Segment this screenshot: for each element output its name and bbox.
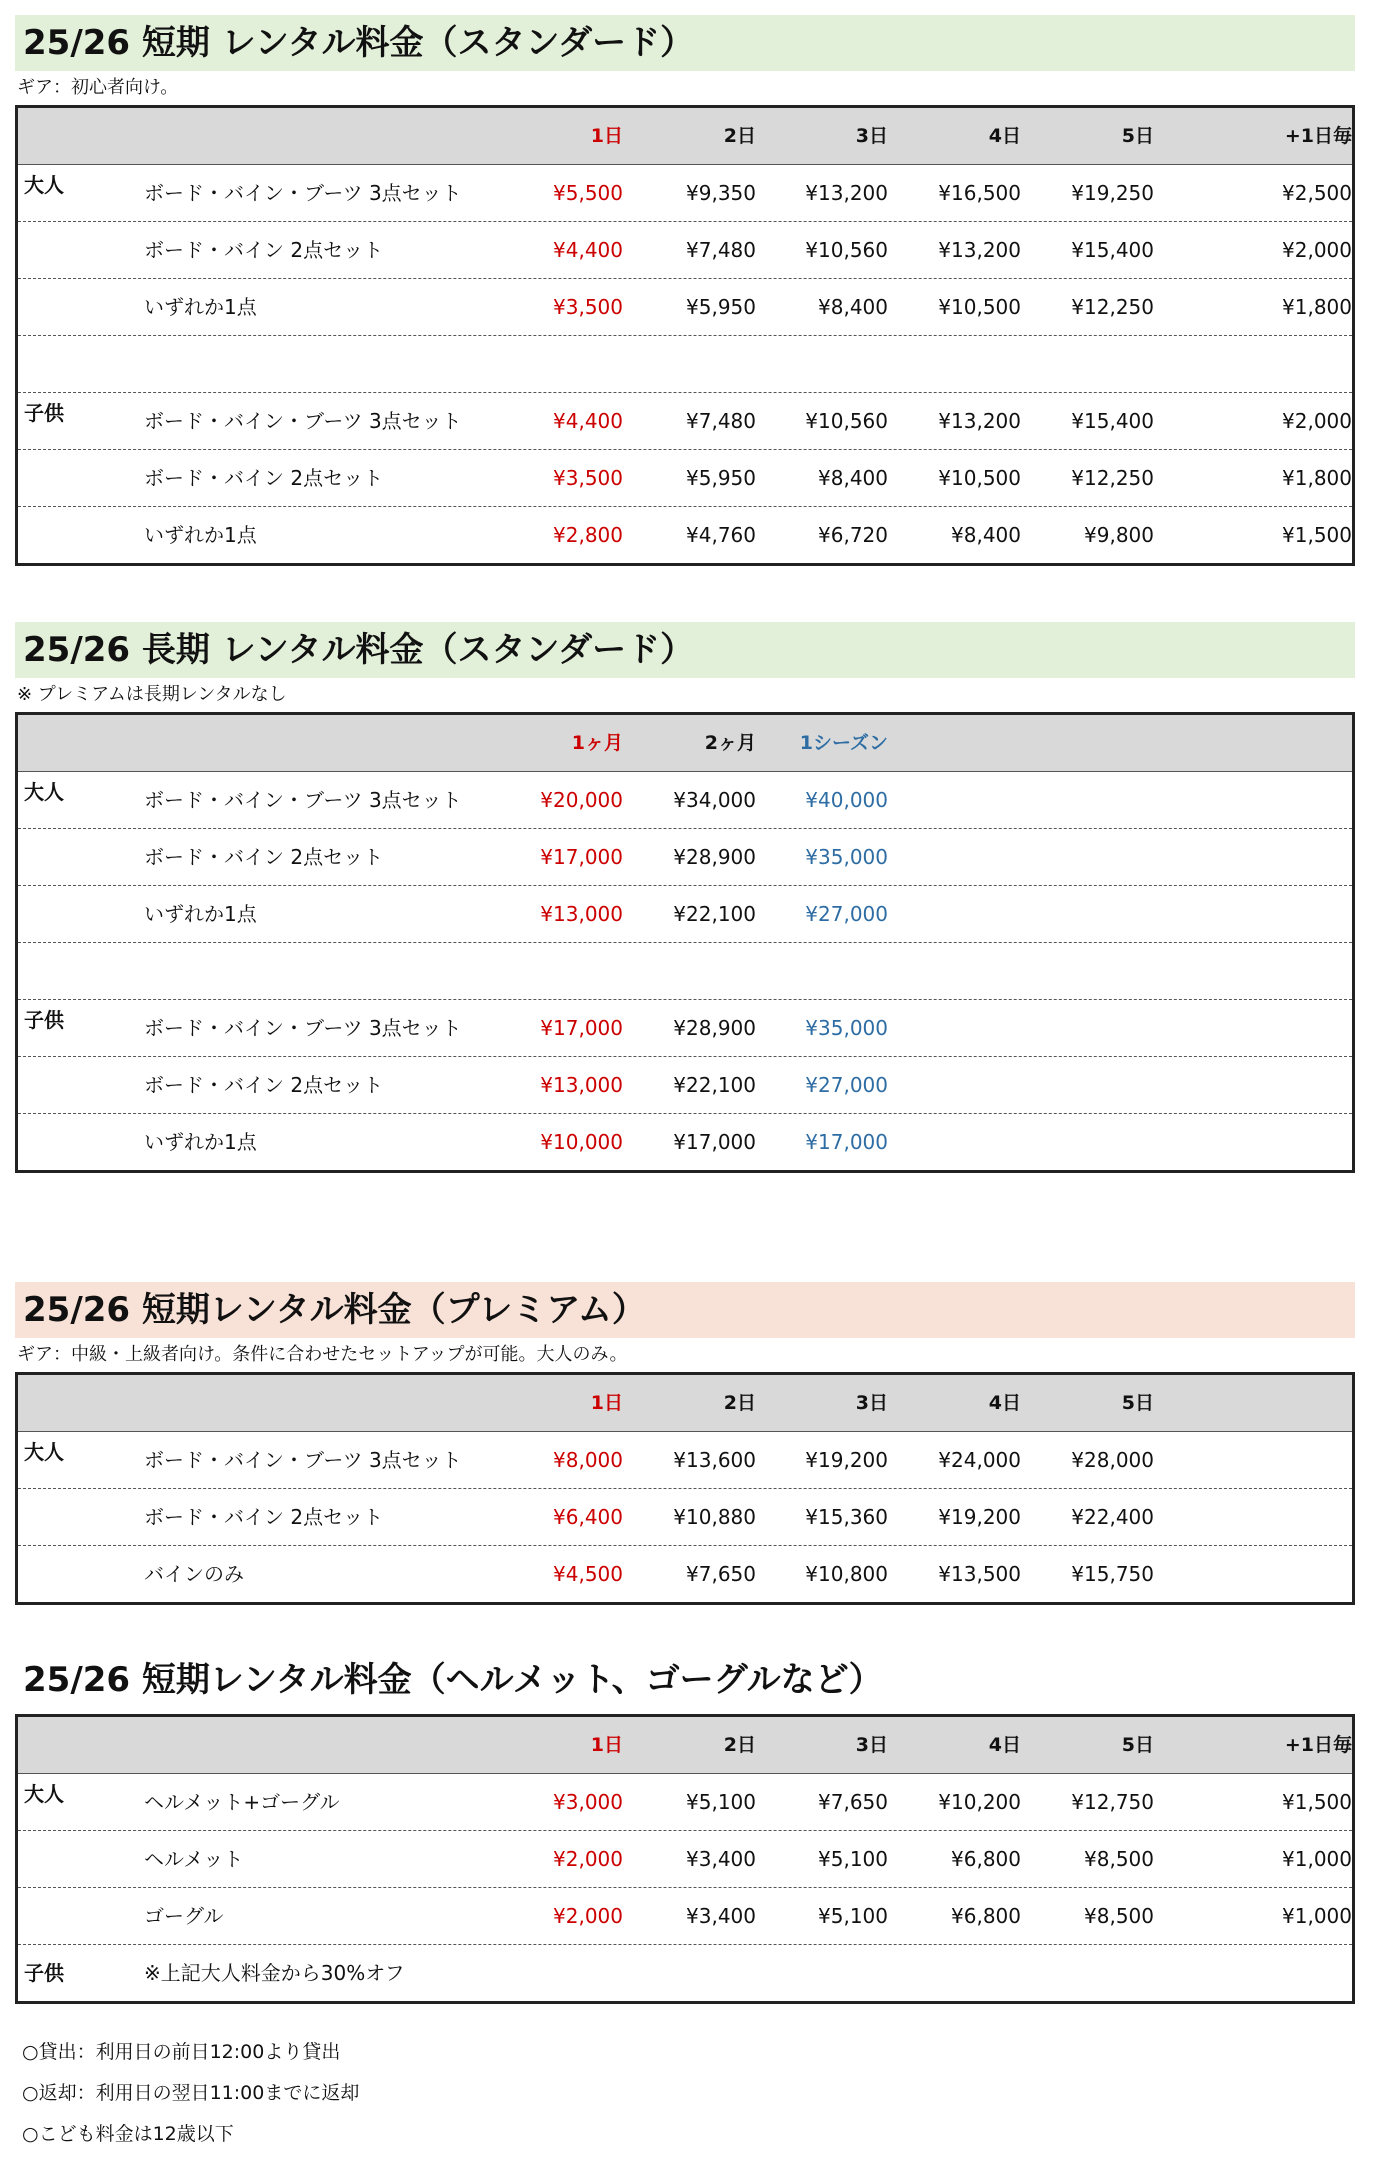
category-label: 子供 xyxy=(24,1961,64,1985)
price-cell: ¥10,800 xyxy=(805,1562,888,1586)
table-row xyxy=(18,828,1352,885)
col-header: 1シーズン xyxy=(799,732,888,754)
col-header: 4日 xyxy=(988,1392,1021,1414)
section-note: ギア：中級・上級者向け。条件に合わせたセットアップが可能。大人のみ。 xyxy=(17,1344,628,1365)
short-term-premium-section xyxy=(15,1282,1355,1605)
section-note: ギア：初心者向け。 xyxy=(17,77,179,98)
price-cell: ¥5,500 xyxy=(553,181,623,205)
table-header-row xyxy=(18,1375,1352,1431)
item-label: いずれか1点 xyxy=(144,295,257,319)
price-cell: ¥1,000 xyxy=(1282,1847,1352,1871)
item-label: ヘルメット xyxy=(144,1847,244,1871)
col-header: +1日毎 xyxy=(1284,1734,1352,1756)
price-cell: ¥22,100 xyxy=(673,1073,756,1097)
table-row-empty xyxy=(18,942,1352,999)
price-cell: ¥13,000 xyxy=(540,1073,623,1097)
item-label: いずれか1点 xyxy=(144,1130,257,1154)
price-cell: ¥2,000 xyxy=(553,1904,623,1928)
section-title: 25/26 長期 レンタル料金（スタンダード） xyxy=(15,622,1355,678)
table-header-row xyxy=(18,108,1352,164)
price-cell: ¥10,500 xyxy=(938,295,1021,319)
price-cell: ¥8,000 xyxy=(553,1448,623,1472)
price-cell: ¥15,360 xyxy=(805,1505,888,1529)
col-header: +1日毎 xyxy=(1284,125,1352,147)
price-cell: ¥15,400 xyxy=(1071,409,1154,433)
category-label: 大人 xyxy=(24,780,64,804)
price-cell: ¥2,000 xyxy=(1282,409,1352,433)
item-label: ※上記大人料金から30%オフ xyxy=(144,1961,405,1985)
col-header: 3日 xyxy=(855,1392,888,1414)
footer-note: ○こども料金は12歳以下 xyxy=(22,2123,234,2145)
price-cell: ¥1,000 xyxy=(1282,1904,1352,1928)
price-cell: ¥10,880 xyxy=(673,1505,756,1529)
footer-notes xyxy=(22,2032,359,2155)
price-cell: ¥27,000 xyxy=(805,902,888,926)
price-cell: ¥4,760 xyxy=(686,523,756,547)
price-cell: ¥17,000 xyxy=(540,1016,623,1040)
price-cell: ¥5,950 xyxy=(686,295,756,319)
item-label: ボード・バイン 2点セット xyxy=(144,1073,384,1097)
price-cell: ¥3,400 xyxy=(686,1847,756,1871)
price-cell: ¥17,000 xyxy=(673,1130,756,1154)
price-cell: ¥1,500 xyxy=(1282,523,1352,547)
price-cell: ¥8,500 xyxy=(1084,1847,1154,1871)
col-header: 2日 xyxy=(723,1392,756,1414)
price-cell: ¥10,500 xyxy=(938,466,1021,490)
price-cell: ¥3,400 xyxy=(686,1904,756,1928)
col-header: 1日 xyxy=(590,1734,623,1756)
col-header: 5日 xyxy=(1121,125,1154,147)
col-header: 5日 xyxy=(1121,1734,1154,1756)
category-label: 大人 xyxy=(24,173,64,197)
table-row xyxy=(18,1488,1352,1545)
price-cell: ¥17,000 xyxy=(540,845,623,869)
category-label: 大人 xyxy=(24,1440,64,1464)
price-cell: ¥13,200 xyxy=(938,409,1021,433)
col-header: 2日 xyxy=(723,125,756,147)
item-label: ヘルメット+ゴーグル xyxy=(144,1790,340,1814)
price-cell: ¥12,250 xyxy=(1071,466,1154,490)
table-row xyxy=(18,1056,1352,1113)
table-row xyxy=(18,885,1352,942)
footer-note: ○返却：利用日の翌日11:00までに返却 xyxy=(22,2082,360,2104)
table-row xyxy=(18,1887,1352,1944)
price-cell: ¥10,560 xyxy=(805,238,888,262)
section-title: 25/26 短期レンタル料金（ヘルメット、ゴーグルなど） xyxy=(23,1660,883,1700)
short-term-helmet-section xyxy=(15,1652,1355,2004)
price-cell: ¥8,400 xyxy=(818,466,888,490)
price-cell: ¥12,750 xyxy=(1071,1790,1154,1814)
price-cell: ¥19,200 xyxy=(805,1448,888,1472)
price-cell: ¥34,000 xyxy=(673,788,756,812)
price-cell: ¥10,560 xyxy=(805,409,888,433)
section-title: 25/26 短期 レンタル料金（スタンダード） xyxy=(15,15,1355,71)
price-cell: ¥3,000 xyxy=(553,1790,623,1814)
table-row xyxy=(18,506,1352,563)
col-header: 1日 xyxy=(590,1392,623,1414)
category-label: 子供 xyxy=(24,1008,64,1032)
price-cell: ¥6,400 xyxy=(553,1505,623,1529)
price-cell: ¥15,400 xyxy=(1071,238,1154,262)
price-cell: ¥7,650 xyxy=(818,1790,888,1814)
price-cell: ¥10,200 xyxy=(938,1790,1021,1814)
table-row xyxy=(18,1830,1352,1887)
item-label: ボード・バイン・ブーツ 3点セット xyxy=(144,1016,462,1040)
price-cell: ¥4,400 xyxy=(553,409,623,433)
price-cell: ¥19,200 xyxy=(938,1505,1021,1529)
col-header: 3日 xyxy=(855,1734,888,1756)
col-header: 4日 xyxy=(988,125,1021,147)
price-cell: ¥20,000 xyxy=(540,788,623,812)
table-row xyxy=(18,221,1352,278)
table-row xyxy=(18,1113,1352,1170)
price-cell: ¥6,720 xyxy=(818,523,888,547)
price-cell: ¥6,800 xyxy=(951,1904,1021,1928)
price-table xyxy=(15,1372,1355,1605)
item-label: ボード・バイン 2点セット xyxy=(144,1505,384,1529)
item-label: ゴーグル xyxy=(144,1904,224,1928)
category-label: 子供 xyxy=(24,401,64,425)
price-cell: ¥16,500 xyxy=(938,181,1021,205)
price-cell: ¥6,800 xyxy=(951,1847,1021,1871)
price-cell: ¥35,000 xyxy=(805,845,888,869)
table-row xyxy=(18,392,1352,449)
price-cell: ¥13,000 xyxy=(540,902,623,926)
price-cell: ¥28,900 xyxy=(673,1016,756,1040)
item-label: ボード・バイン 2点セット xyxy=(144,466,384,490)
item-label: ボード・バイン 2点セット xyxy=(144,845,384,869)
col-header: 1ヶ月 xyxy=(571,732,623,754)
price-table xyxy=(15,1714,1355,2004)
price-cell: ¥13,200 xyxy=(805,181,888,205)
category-label: 大人 xyxy=(24,1782,64,1806)
price-cell: ¥5,100 xyxy=(686,1790,756,1814)
price-cell: ¥28,000 xyxy=(1071,1448,1154,1472)
price-cell: ¥2,800 xyxy=(553,523,623,547)
col-header: 4日 xyxy=(988,1734,1021,1756)
price-cell: ¥3,500 xyxy=(553,295,623,319)
item-label: ボード・バイン・ブーツ 3点セット xyxy=(144,181,462,205)
price-cell: ¥5,950 xyxy=(686,466,756,490)
section-title: 25/26 短期レンタル料金（プレミアム） xyxy=(15,1282,1355,1338)
price-cell: ¥7,480 xyxy=(686,409,756,433)
table-row xyxy=(18,999,1352,1056)
price-cell: ¥13,500 xyxy=(938,1562,1021,1586)
table-row xyxy=(18,278,1352,335)
price-cell: ¥9,800 xyxy=(1084,523,1154,547)
item-label: いずれか1点 xyxy=(144,902,257,926)
price-cell: ¥13,200 xyxy=(938,238,1021,262)
price-cell: ¥1,800 xyxy=(1282,466,1352,490)
price-cell: ¥2,000 xyxy=(1282,238,1352,262)
price-cell: ¥5,100 xyxy=(818,1904,888,1928)
table-row-empty xyxy=(18,335,1352,392)
price-cell: ¥8,400 xyxy=(951,523,1021,547)
table-header-row xyxy=(18,1717,1352,1773)
price-cell: ¥28,900 xyxy=(673,845,756,869)
table-row xyxy=(18,1431,1352,1488)
price-table xyxy=(15,105,1355,566)
table-row xyxy=(18,1944,1352,2001)
table-row xyxy=(18,449,1352,506)
item-label: ボード・バイン 2点セット xyxy=(144,238,384,262)
price-table xyxy=(15,712,1355,1173)
col-header: 2ヶ月 xyxy=(704,732,756,754)
price-cell: ¥8,500 xyxy=(1084,1904,1154,1928)
price-cell: ¥22,400 xyxy=(1071,1505,1154,1529)
section-note: ※ プレミアムは長期レンタルなし xyxy=(17,684,287,705)
footer-note: ○貸出：利用日の前日12:00より貸出 xyxy=(22,2041,341,2063)
item-label: バインのみ xyxy=(144,1562,244,1586)
short-term-standard-section xyxy=(15,15,1355,566)
col-header: 3日 xyxy=(855,125,888,147)
price-cell: ¥5,100 xyxy=(818,1847,888,1871)
price-cell: ¥24,000 xyxy=(938,1448,1021,1472)
item-label: いずれか1点 xyxy=(144,523,257,547)
table-header-row xyxy=(18,715,1352,771)
price-cell: ¥15,750 xyxy=(1071,1562,1154,1586)
price-cell: ¥17,000 xyxy=(805,1130,888,1154)
price-cell: ¥7,480 xyxy=(686,238,756,262)
table-row xyxy=(18,1773,1352,1830)
price-cell: ¥27,000 xyxy=(805,1073,888,1097)
price-cell: ¥19,250 xyxy=(1071,181,1154,205)
col-header: 1日 xyxy=(590,125,623,147)
price-cell: ¥13,600 xyxy=(673,1448,756,1472)
price-cell: ¥7,650 xyxy=(686,1562,756,1586)
price-cell: ¥10,000 xyxy=(540,1130,623,1154)
price-cell: ¥2,500 xyxy=(1282,181,1352,205)
price-cell: ¥12,250 xyxy=(1071,295,1154,319)
price-cell: ¥40,000 xyxy=(805,788,888,812)
price-cell: ¥4,400 xyxy=(553,238,623,262)
price-cell: ¥4,500 xyxy=(553,1562,623,1586)
price-cell: ¥1,500 xyxy=(1282,1790,1352,1814)
price-cell: ¥22,100 xyxy=(673,902,756,926)
price-cell: ¥3,500 xyxy=(553,466,623,490)
table-row xyxy=(18,771,1352,828)
table-row xyxy=(18,164,1352,221)
price-cell: ¥9,350 xyxy=(686,181,756,205)
col-header: 2日 xyxy=(723,1734,756,1756)
long-term-standard-section xyxy=(15,622,1355,1173)
col-header: 5日 xyxy=(1121,1392,1154,1414)
item-label: ボード・バイン・ブーツ 3点セット xyxy=(144,788,462,812)
item-label: ボード・バイン・ブーツ 3点セット xyxy=(144,409,462,433)
price-cell: ¥1,800 xyxy=(1282,295,1352,319)
table-row xyxy=(18,1545,1352,1602)
price-cell: ¥2,000 xyxy=(553,1847,623,1871)
price-cell: ¥8,400 xyxy=(818,295,888,319)
price-cell: ¥35,000 xyxy=(805,1016,888,1040)
item-label: ボード・バイン・ブーツ 3点セット xyxy=(144,1448,462,1472)
